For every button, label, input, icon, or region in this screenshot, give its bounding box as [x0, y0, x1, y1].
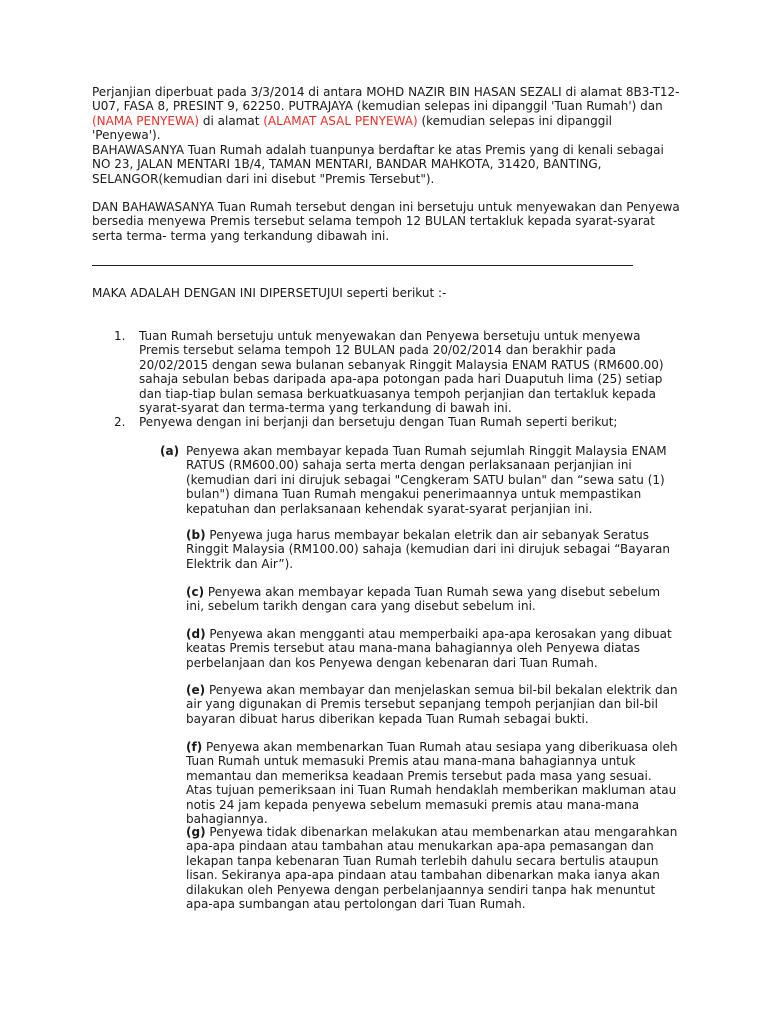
subclause-a [160, 444, 680, 516]
subclause-label: (g) [186, 825, 206, 839]
subclause-b [186, 528, 680, 571]
subclause-text: Penyewa juga harus membayar bekalan eletrik dan air sebanyak Seratus Ringgit Malaysia (RM100.00) sahaja (kemudian dari ini dirujuk sebagai “Bayaran Elektrik dan Air”). [186, 528, 670, 571]
subclause-label: (d) [186, 627, 206, 641]
clause-text: Penyewa dengan ini berjanji dan bersetuju dengan Tuan Rumah seperti berikut; [139, 415, 618, 430]
subclause-text: Penyewa akan membenarkan Tuan Rumah atau sesiapa yang diberikuasa oleh Tuan Rumah untuk memasuki Premis atau mana-mana bahagiannya untuk memantau dan memeriksa keadaan Premis tersebut pada masa yang sesuai. Atas tujuan pemeriksaan ini Tuan Rumah hendaklah memberikan makluman atau notis 24 jam kepada penyewa sebelum memasuki premis atau mana-mana bahagiannya. [186, 740, 678, 827]
clause-2 [92, 415, 682, 429]
intro-text-c: (kemudian selepas ini dipanggil 'Penyewa'). [92, 113, 612, 143]
subclause-text: Penyewa akan mengganti atau memperbaiki apa-apa kerosakan yang dibuat keatas Premis tersebut atau mana-mana bahagiannya oleh Penyewa diatas perbelanjaan dan kos Penyewa dengan kebenaran dari Tuan Rumah. [186, 627, 672, 670]
subclause-d [186, 627, 680, 670]
separator-line [92, 265, 633, 266]
clause-number: 2. [114, 415, 126, 430]
subclause-e [186, 683, 680, 726]
whereas-owner-paragraph: BAHAWASANYA Tuan Rumah adalah tuanpunya berdaftar ke atas Premis yang di kenali sebagai NO 23, JALAN MENTARI 1B/4, TAMAN MENTARI, BANDAR MAHKOTA, 31420, BANTING, SELANGOR(kemudian dari ini disebut "Premis Tersebut"). [92, 143, 664, 186]
subclause-g [186, 825, 680, 911]
subclause-text: Penyewa akan membayar dan menjelaskan semua bil-bil bekalan elektrik dan air yang digunakan di Premis tersebut sepanjang tempoh perjanjian dan bil-bil bayaran dibuat harus diberikan kepada Tuan Rumah sebagai bukti. [186, 683, 678, 726]
subclause-text: Penyewa tidak dibenarkan melakukan atau membenarkan atau mengarahkan apa-apa pindaan atau tambahan atau menukarkan apa-apa pemasangan dan lekapan tanpa kebenaran Tuan Rumah terlebih dahulu secara bertulis ataupun lisan. Sekiranya apa-apa pindaan atau tambahan dibenarkan maka ianya akan dilakukan oleh Penyewa dengan perbelanjaannya sendiri tanpa hak menuntut apa-apa sumbangan atau pertolongan dari Tuan Rumah. [186, 825, 678, 912]
subclause-f [186, 740, 680, 826]
tenant-name-placeholder: (NAMA PENYEWA) [92, 113, 200, 128]
subclause-text: Penyewa akan membayar kepada Tuan Rumah sewa yang disebut sebelum ini, sebelum tarikh dengan cara yang disebut sebelum ini. [186, 585, 661, 614]
subclause-text: Penyewa akan membayar kepada Tuan Rumah sejumlah Ringgit Malaysia ENAM RATUS (RM600.00) sahaja serta merta dengan perlaksanaan perjanjian ini (kemudian dari ini dirujuk sebagai "Cengkeram SATU bulan" dan “sewa satu (1) bulan") dimana Tuan Rumah mengakui penerimaannya untuk mempastikan kepatuhan dan perlaksanaan kehendak syarat-syarat perjanjian ini. [186, 444, 667, 516]
subclause-label: (a) [160, 444, 180, 458]
subclause-label: (c) [186, 585, 205, 599]
intro-text-a: Perjanjian diperbuat pada 3/3/2014 di antara MOHD NAZIR BIN HASAN SEZALI di alamat 8B3-T12-U07, FASA 8, PRESINT 9, 62250. PUTRAJAYA (kemudian selepas ini dipanggil 'Tuan Rumah') dan [92, 85, 680, 114]
clause-1 [92, 329, 682, 415]
whereas-rental-paragraph: DAN BAHAWASANYA Tuan Rumah tersebut dengan ini bersetuju untuk menyewakan dan Penyewa bersedia menyewa Premis tersebut selama tempoh 12 BULAN tertakluk kepada syarat-syarat serta terma- terma yang terkandung dibawah ini. [92, 200, 680, 243]
agreed-heading: MAKA ADALAH DENGAN INI DIPERSETUJUI seperti berikut :- [92, 286, 447, 300]
subclause-c [186, 585, 680, 614]
subclause-label: (e) [186, 683, 206, 697]
subclause-label: (f) [186, 740, 203, 754]
intro-text-b: di alamat [199, 113, 264, 128]
clause-text: Tuan Rumah bersetuju untuk menyewakan dan Penyewa bersetuju untuk menyewa Premis tersebut selama tempoh 12 BULAN pada 20/02/2014 dan berakhir pada 20/02/2015 dengan sewa bulanan sebanyak Ringgit Malaysia ENAM RATUS (RM600.00) sahaja sebulan bebas daripada apa-apa potongan pada hari Duaputuh lima (25) setiap dan tiap-tiap bulan semasa berkuatkuasanya tempoh perjanjian dan tertakluk kepada syarat-syarat dan terma-terma yang terkandung di bawah ini. [139, 329, 664, 416]
agreement-intro-paragraph [92, 85, 682, 143]
tenant-address-placeholder: (ALAMAT ASAL PENYEWA) [263, 113, 418, 128]
clause-number: 1. [114, 329, 126, 343]
subclause-label: (b) [186, 528, 206, 542]
clause-list [92, 329, 682, 430]
